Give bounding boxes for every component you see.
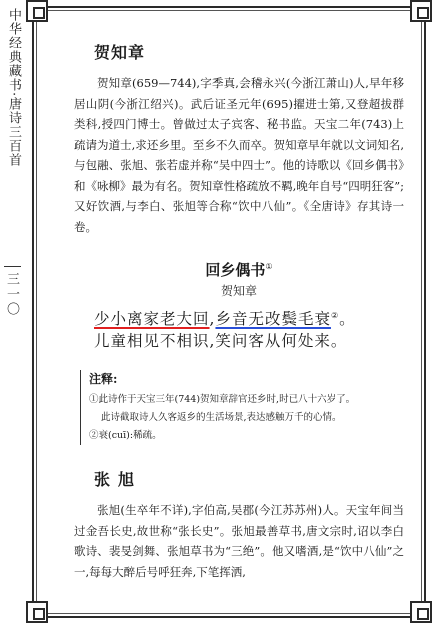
poem-line-2: 儿童相见不相识,笑问客从何处来。 (94, 332, 348, 351)
poem-line-1-end: 。 (339, 310, 356, 329)
poem-title (74, 259, 404, 280)
frame-corner-bottom-right (410, 601, 432, 623)
side-divider (4, 266, 21, 267)
page-content (74, 40, 404, 582)
frame-corner-bottom-left (26, 601, 48, 623)
note-item: ②衰(cuī):稀疏。 (89, 430, 162, 442)
side-title: 中华经典藏书·唐诗三百首 (6, 8, 21, 168)
author-bio: 贺知章(659—744),字季真,会稽永兴(今浙江萧山)人,早年移居山阴(今浙江绍兴)。武后证圣元年(695)擢进士第,又登超拔群类科,授四门博士。曾做过太子宾客、秘书监。天宝二年(743)上疏请为道士,求还乡里。至乡不久而卒。贺知章早年就以文词知名,与包融、张旭、张若虚并称“吴中四士”。他的诗歌以《回乡偶书》和《咏柳》最为有名。贺知章性格疏放不羁,晚年自号“四明狂客”;又好饮酒,与李白、张旭等合称“饮中八仙”。《全唐诗》存其诗一卷。 (74, 76, 404, 234)
author-heading: 贺知章 (94, 43, 146, 62)
author-bio-2: 张旭(生卒年不详),字伯高,吴郡(今江苏苏州)人。天宝年间当过金吾长史,故世称“张长史”。张旭最善草书,唐文宗时,诏以李白歌诗、裴旻剑舞、张旭草书为“三绝”。他又嗜酒,是“饮中八仙”之一,每每大醉后号呼狂奔,下笔挥洒, (74, 503, 404, 579)
notes-heading: 注释: (89, 372, 118, 387)
poem-title-text: 回乡偶书 (205, 261, 266, 279)
poem-line-1-part2: 乡音无改鬓毛衰 (215, 310, 331, 329)
poem-line-1-part1: 少小离家老大回 (94, 310, 210, 329)
poem-title-note: ① (265, 262, 273, 271)
poem-line-1-note: ② (330, 311, 340, 320)
poem-line-1 (94, 305, 404, 330)
page-number: 三一〇 (4, 272, 19, 317)
poem-author: 贺知章 (220, 284, 257, 298)
note-item: ①此诗作于天宝三年(744)贺知章辞官还乡时,时已八十六岁了。 (89, 394, 356, 406)
note-item: 此诗截取诗人久客返乡的生活场景,表达感触万千的心情。 (101, 412, 342, 424)
poem-line-1-sep: , (209, 310, 216, 329)
author-heading-2: 张旭 (94, 470, 143, 490)
frame-corner-top-left (26, 0, 48, 22)
notes-section (80, 370, 404, 445)
frame-corner-top-right (410, 0, 432, 22)
